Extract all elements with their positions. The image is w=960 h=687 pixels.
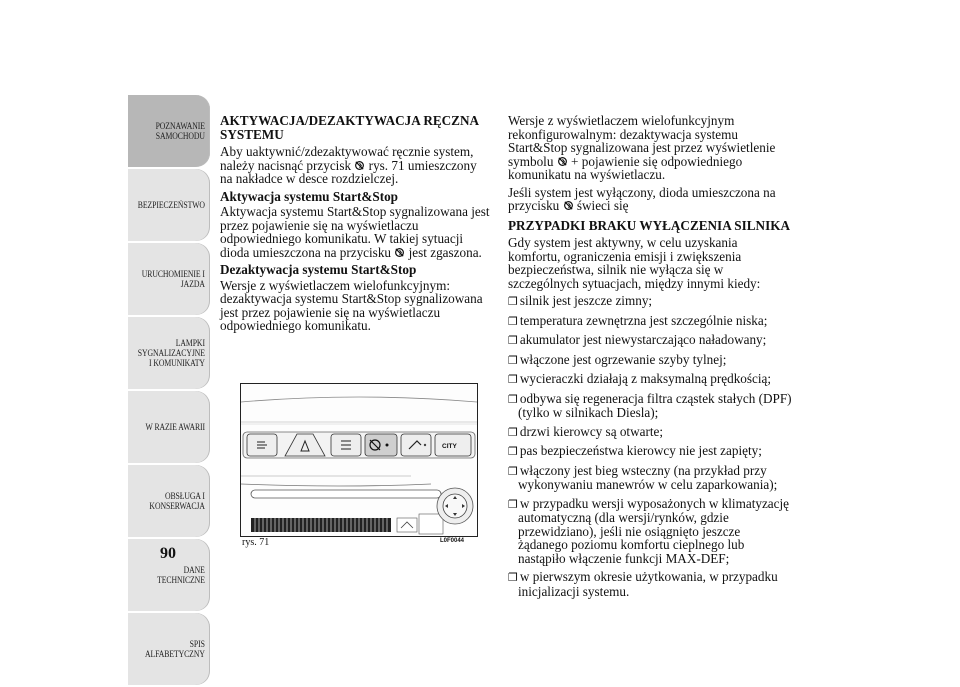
- section-heading: PRZYPADKI BRAKU WYŁĄCZENIA SILNIKA: [508, 217, 790, 233]
- city-button-label: CITY: [442, 443, 457, 450]
- tab-label: SPIS ALFABETYCZNY: [144, 639, 205, 659]
- page-number: 90: [160, 545, 176, 562]
- start-stop-icon: [557, 156, 568, 167]
- tab-lampki[interactable]: [128, 317, 210, 389]
- paragraph: Gdy system jest aktywny, w celu uzyskania komfortu, ograniczenia emisji i zwiększenia bezpieczeństwa, silnik nie wyłącza się w szczególnych sytuacjach, między innymi kiedy:: [508, 235, 761, 291]
- list-item: ❐ temperatura zewnętrzna jest szczególnie niska;: [508, 314, 793, 329]
- start-stop-icon: [394, 247, 405, 258]
- tab-uruchomienie[interactable]: [128, 243, 210, 315]
- tab-label: BEZPIECZEŃSTWO: [137, 200, 205, 210]
- list-item: ❐ silnik jest jeszcze zimny;: [508, 294, 793, 309]
- tab-poznawanie[interactable]: [128, 95, 210, 167]
- figure-code: L0F0044: [440, 538, 465, 544]
- tab-label: OBSŁUGA I KONSERWACJA: [149, 491, 205, 511]
- tab-awaria[interactable]: [128, 391, 210, 463]
- tab-obsluga[interactable]: [128, 465, 210, 537]
- tab-spis[interactable]: [128, 613, 210, 685]
- list-item: ❐ akumulator jest niewystarczająco naładowany;: [508, 333, 793, 348]
- start-stop-icon: [354, 160, 365, 171]
- paragraph: Aby uaktywnić/zdezaktywować ręcznie system, należy nacisnąć przycisk rys. 71 umieszczony na nakładce w desce rozdzielczej.: [220, 144, 477, 186]
- list-item: ❐ wycieraczki działają z maksymalną prędkością;: [508, 372, 793, 387]
- subheading: Dezaktywacja systemu Start&Stop: [220, 262, 417, 277]
- subheading: Aktywacja systemu Start&Stop: [220, 188, 399, 204]
- list-item: ❐ drzwi kierowcy są otwarte;: [508, 425, 793, 440]
- list-item: ❐ odbywa się regeneracja filtra cząstek stałych (DPF) (tylko w silnikach Diesla);: [508, 392, 793, 420]
- list-item: ❐ w przypadku wersji wyposażonych w klimatyzację automatyczną (dla wersji/rynków, gdzie przewidziano), jeśli nie osiągnięto jeszcze żądanego poziomu komfortu cieplnego lub nastąpiło włączenie funkcji MAX-DEF;: [508, 497, 793, 566]
- tab-bezpieczenstwo[interactable]: [128, 169, 210, 241]
- paragraph: Wersje z wyświetlaczem wielofunkcyjnym rekonfigurowalnym: dezaktywacja systemu Start&Stop sygnalizowana jest przez wyświetlenie symbolu + pojawienie się odpowiedniego komunikatu na wyświetlaczu.: [508, 113, 776, 182]
- start-stop-icon: [563, 200, 574, 211]
- chapter-tabs: [128, 95, 210, 687]
- tab-label: URUCHOMIENIE I JAZDA: [141, 269, 205, 289]
- dashboard-figure: [240, 383, 478, 537]
- left-column: [220, 114, 492, 337]
- list-item: ❐ pas bezpieczeństwa kierowcy nie jest zapięty;: [508, 444, 793, 459]
- list-item: ❐ włączony jest bieg wsteczny (na przykład przy wykonywaniu manewrów w celu zaparkowania);: [508, 464, 793, 492]
- paragraph: Wersje z wyświetlaczem wielofunkcyjnym: dezaktywacja systemu Start&Stop sygnalizowana jest przez pojawienie się na wyświetlaczu odpowiedniego komunikatu.: [220, 277, 483, 333]
- paragraph: Aktywacja systemu Start&Stop sygnalizowana jest przez pojawienie się na wyświetlaczu odpowiedniego komunikatu. W takiej sytuacji dioda umieszczona na przycisku jest zgaszona.: [220, 204, 490, 260]
- section-heading: AKTYWACJA/DEZAKTYWACJA RĘCZNA SYSTEMU: [220, 113, 479, 142]
- tab-label: POZNAWANIE SAMOCHODU: [155, 121, 205, 141]
- right-column: [508, 114, 793, 603]
- tab-label: W RAZIE AWARII: [145, 422, 205, 432]
- paragraph: Jeśli system jest wyłączony, dioda umieszczona na przycisku świeci się: [508, 184, 776, 213]
- tab-label: LAMPKI SYGNALIZACYJNE I KOMUNIKATY: [137, 338, 205, 368]
- tab-label: DANE TECHNICZNE: [157, 565, 205, 585]
- list-item: ❐ włączone jest ogrzewanie szyby tylnej;: [508, 353, 793, 368]
- list-item: ❐ w pierwszym okresie użytkowania, w przypadku inicjalizacji systemu.: [508, 570, 793, 598]
- dashboard-illustration: [241, 384, 477, 536]
- figure-caption: rys. 71: [242, 537, 270, 548]
